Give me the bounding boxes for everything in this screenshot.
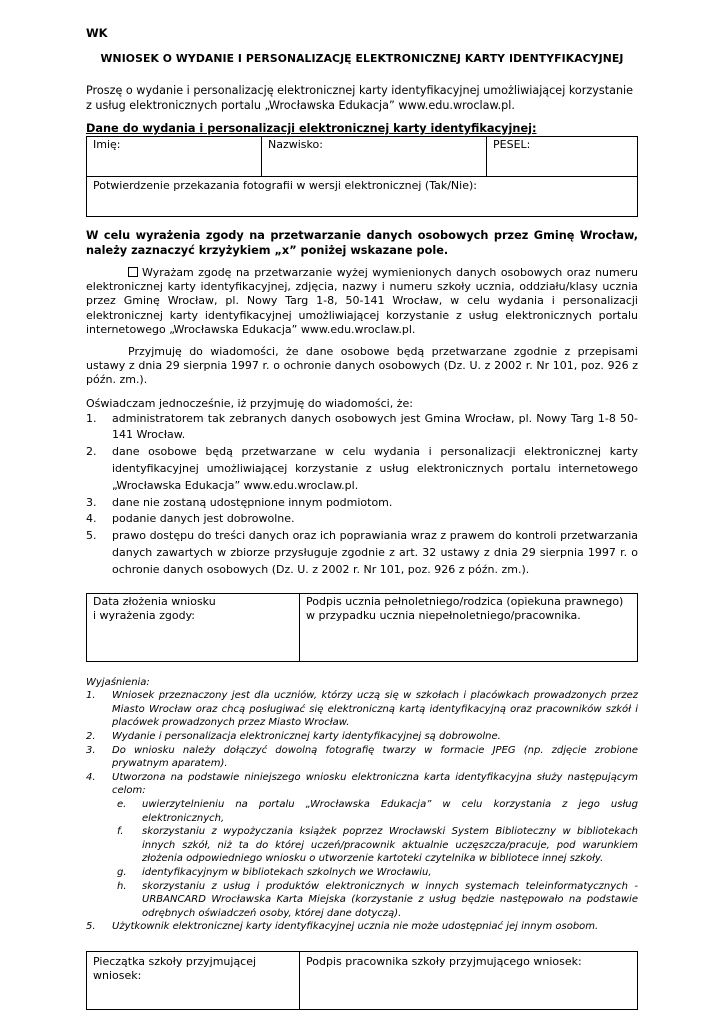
list-item: e. uwierzytelnieniu na portalu „Wrocławska Edukacja” w celu korzystania z jego usług elektronicznych, (117, 798, 638, 824)
data-section-heading: Dane do wydania i personalizacji elektronicznej karty identyfikacyjnej: (86, 122, 537, 135)
last-name-label: Nazwisko: (268, 138, 323, 151)
application-form (86, 26, 638, 1010)
last-name-field[interactable] (262, 137, 487, 177)
consent-checkbox[interactable] (128, 267, 138, 277)
school-table (86, 951, 638, 1010)
list-item: f. skorzystaniu z wypożyczania książek poprzez Wrocławski System Biblioteczny w bibliotekach innych szkół, niż ta do której uczeń/pracownik aktualnie uczęszcza/pracuje, pod warunkiem złożenia odpowiedniego wniosku o utworzenie kartoteki czytelnika w bibliotece innej szkoły. (117, 826, 638, 865)
date-field[interactable] (87, 593, 300, 661)
photo-confirmation-field[interactable] (87, 177, 638, 217)
consent-checkbox-text: Wyrażam zgodę na przetwarzanie wyżej wymienionych danych osobowych oraz numeru elektronicznej karty identyfikacyjnej, zdjęcia, nazwy i numeru szkoły ucznia, oddziału/klasy ucznia przez Gminę Wrocław, pl. Nowy Targ 1-8, 50-141 Wrocław, w celu wydania i personalizacji elektronicznej karty identyfikacyjnej umożliwiającej korzystanie z usług elektronicznych portalu internetowego „Wrocławska Edukacja” www.edu.wroclaw.pl. (86, 266, 638, 336)
signature-table (86, 593, 638, 662)
list-item: 5. Użytkownik elektronicznej karty identyfikacyjnej ucznia nie może udostępniać jej innym osobom. (86, 921, 599, 933)
list-item: 1. Wniosek przeznaczony jest dla uczniów, którzy uczą się w szkołach i placówkach prowadzonych przez Miasto Wrocław oraz chcą posługiwać się elektroniczną kartą identyfikacyjną oraz pracowników szkół i placówek prowadzonych przez Miasto Wrocław. (86, 690, 638, 729)
date-label-line2: i wyrażenia zgody: (93, 608, 196, 622)
list-item: 4. Utworzona na podstawie niniejszego wniosku elektroniczna karta identyfikacyjna służy następującym celom: e. uwierzytelnieniu na portalu „Wrocławska Edukacja” w celu korzystania z jego usług elektronicznych, f. skorzystaniu z wypożyczania książek poprzez Wrocławski System Biblioteczny w bibliotekach innych szkół, niż ta do której uczeń/pracownik aktualnie uczęszcza/pracuje, pod warunkiem złożenia odpowiedniego wniosku o utworzenie kartoteki czytelnika w bibliotece innej szkoły. g. identyfikacyjnym w bibliotekach szkolnych we Wrocławiu, h. skorzystaniu z usług i produktów elektronicznych w innych systemach teleinformatycznych - URBANCARD Wrocławska Karta Miejska (korzystanie z usług będzie następowało na podstawie odrębnych oświadczeń osoby, której dane dotyczą). (86, 771, 638, 919)
form-title: WNIOSEK O WYDANIE I PERSONALIZACJĘ ELEKTRONICZNEJ KARTY IDENTYFIKACYJNEJ (100, 52, 624, 65)
personal-data-table (86, 136, 638, 217)
date-label: Data złożenia wniosku (93, 594, 216, 608)
list-item: 2. dane osobowe będą przetwarzane w celu wydania i personalizacji elektronicznej karty identyfikacyjnej umożliwiającej korzystanie z usług elektronicznych portalu internetowego „Wrocławska Edukacja” www.edu.wroclaw.pl. (86, 445, 638, 492)
first-name-label: Imię: (93, 138, 121, 151)
declaration-intro: Oświadczam jednocześnie, iż przyjmuję do wiadomości, że: (86, 396, 413, 410)
acknowledge-paragraph: Przyjmuję do wiadomości, że dane osobowe będą przetwarzane zgodnie z przepisami ustawy z dnia 29 sierpnia 1997 r. o ochronie danych osobowych (Dz. U. z 2002 r. Nr 101, poz. 926 z późn. zm.). (86, 345, 638, 387)
first-name-field[interactable] (87, 137, 262, 177)
intro-text: Proszę o wydanie i personalizację elektronicznej karty identyfikacyjnej umożliwiającej korzystanie z usług elektronicznych portalu „Wrocławska Edukacja” www.edu.wroclaw.pl. (86, 84, 634, 112)
employee-signature-label: Podpis pracownika szkoły przyjmującego wniosek: (306, 954, 582, 968)
list-item: 3. dane nie zostaną udostępnione innym podmiotom. (86, 495, 393, 509)
stamp-label: Pieczątka szkoły przyjmującej wniosek: (93, 954, 257, 982)
form-code: WK (86, 26, 108, 40)
purposes-sublist (112, 798, 638, 920)
list-item: 3. Do wniosku należy dołączyć dowolną fotografię twarzy w formacie JPEG (np. zdjęcie zrobione prywatnym aparatem). (86, 744, 638, 770)
signature-label-line2: w przypadku ucznia niepełnoletniego/pracownika. (306, 608, 581, 622)
consent-paragraph (86, 266, 638, 337)
pesel-field[interactable] (487, 137, 638, 177)
consent-heading: W celu wyrażenia zgody na przetwarzanie danych osobowych przez Gminę Wrocław, należy zaznaczyć krzyżykiem „x” poniżej wskazane pole. (86, 229, 638, 257)
list-item: 1. administratorem tak zebranych danych osobowych jest Gmina Wrocław, pl. Nowy Targ 1-8 50-141 Wrocław. (86, 411, 638, 442)
photo-confirmation-label: Potwierdzenie przekazania fotografii w wersji elektronicznej (Tak/Nie): (93, 179, 477, 192)
list-item: h. skorzystaniu z usług i produktów elektronicznych w innych systemach teleinformatycznych - URBANCARD Wrocławska Karta Miejska (korzystanie z usług będzie następowało na podstawie odrębnych oświadczeń osoby, której dane dotyczą). (117, 880, 638, 919)
pesel-label: PESEL: (493, 138, 531, 151)
list-item: 2. Wydanie i personalizacja elektronicznej karty identyfikacyjnej są dobrowolne. (86, 730, 501, 742)
declaration-list (86, 411, 638, 579)
list-item: g. identyfikacyjnym w bibliotekach szkolnych we Wrocławiu, (117, 866, 432, 878)
explanations-list (86, 689, 638, 934)
applicant-signature-field[interactable] (300, 593, 638, 661)
explanations-heading: Wyjaśnienia: (86, 676, 150, 688)
employee-signature-field[interactable] (300, 951, 638, 1009)
list-item: 4. podanie danych jest dobrowolne. (86, 512, 295, 526)
explanations (86, 676, 638, 934)
signature-label: Podpis ucznia pełnoletniego/rodzica (opiekuna prawnego) (306, 594, 624, 608)
school-stamp-field[interactable] (87, 951, 300, 1009)
list-item: 5. prawo dostępu do treści danych oraz ich poprawiania wraz z prawem do kontroli przetwarzania danych zawartych w zbiorze przysługuje zgodnie z art. 32 ustawy z dnia 29 sierpnia 1997 r. o ochronie danych osobowych (Dz. U. z 2002 r. Nr 101, poz. 926 z późn. zm.). (86, 529, 638, 576)
